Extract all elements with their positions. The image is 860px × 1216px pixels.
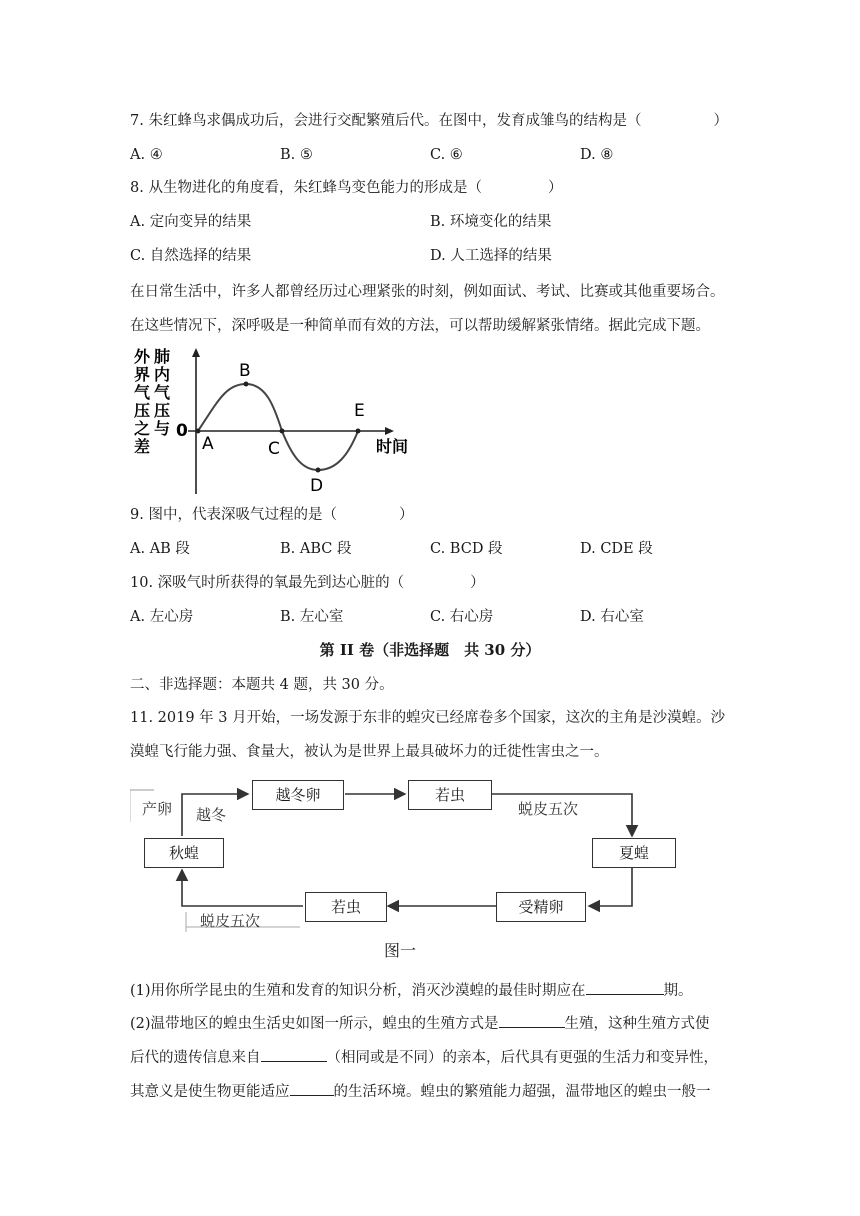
sub-question-2-line-1: [130, 1013, 710, 1034]
part2-intro: 二、非选择题：本题共 4 题，共 30 分。: [130, 677, 394, 693]
question-9-option-b: B. ABC 段: [280, 541, 352, 557]
question-9-option-d: D. CDE 段: [580, 541, 653, 557]
overwinter-label: 越冬: [196, 806, 227, 824]
fertilized-egg-box: 受精卵: [496, 892, 586, 922]
molt-top-label: 蜕皮五次: [518, 800, 579, 818]
lay-eggs-label: 产卵: [142, 800, 173, 818]
point-e-dot: [356, 429, 361, 434]
question-9-close: ）: [398, 507, 414, 523]
question-8: [130, 178, 562, 198]
chart-zero-label: 0: [176, 421, 188, 441]
point-b-dot: [244, 382, 249, 387]
question-9-text: 9. 图中，代表深吸气过程的是（: [130, 507, 337, 523]
context-line-1: 在日常生活中，许多人都曾经历过心理紧张的时刻，例如面试、考试、比赛或其他重要场合。: [130, 284, 725, 300]
point-c-dot: [280, 429, 285, 434]
sub-question-1: [130, 980, 693, 1001]
context-line-2: 在这些情况下，深呼吸是一种简单而有效的方法，可以帮助缓解紧张情绪。据此完成下题。: [130, 318, 710, 334]
autumn-locust-box: 秋蝗: [144, 838, 224, 868]
sub-question-2-pre: (2)温带地区的蝗虫生活史如图一所示，蝗虫的生殖方式是: [130, 1016, 499, 1032]
question-8-text: 8. 从生物进化的角度看，朱红蜂鸟变色能力的形成是（: [130, 180, 482, 196]
question-10-option-d: D. 右心室: [580, 609, 644, 625]
question-8-option-d: D. 人工选择的结果: [430, 248, 552, 264]
section-title: 第 II 卷（非选择题 共 30 分）: [319, 641, 541, 659]
question-7-option-a: A. ④: [130, 147, 163, 163]
sub-question-2-line3-post: 的生活环境。蝗虫的繁殖能力超强，温带地区的蝗虫一般一: [333, 1084, 711, 1100]
point-d-label: D: [310, 476, 324, 496]
sub-question-2-mid: 生殖，这种生殖方式使: [564, 1016, 710, 1032]
question-7-option-b: B. ⑤: [280, 147, 313, 163]
sub-question-2-line-2: [130, 1047, 718, 1068]
chart-ylabel-col-inner: 肺内气压与: [154, 347, 171, 438]
sub-question-2-line2-post: （相同或是不同）的亲本，后代具有更强的生活力和变异性，: [326, 1050, 718, 1066]
question-7-text: 7. 朱红蜂鸟求偶成功后，会进行交配繁殖后代。在图中，发育成雏鸟的结构是（: [130, 113, 642, 129]
question-7-close: ）: [713, 113, 728, 129]
overwinter-egg-box: 越冬卵: [252, 780, 344, 810]
chart-xlabel: 时间: [376, 437, 409, 456]
question-10-text: 10. 深吸气时所获得的氧最先到达心脏的（: [130, 575, 405, 591]
question-11-line-2: 漠蝗飞行能力强、食量大，被认为是世界上最具破坏力的迁徙性害虫之一。: [130, 744, 609, 760]
question-10-close: ）: [470, 575, 485, 591]
sub-question-1-post: 期。: [663, 983, 693, 999]
point-b-label: B: [239, 361, 251, 381]
locust-lifecycle-diagram: [130, 772, 730, 934]
answer-blank-2[interactable]: [499, 1013, 565, 1028]
point-a-dot: [196, 429, 201, 434]
question-11-line-1: 11. 2019 年 3 月开始，一场发源于东非的蝗灾已经席卷多个国家，这次的主角是沙漠蝗。沙: [130, 710, 726, 726]
answer-blank-3[interactable]: [261, 1047, 327, 1062]
question-8-option-b: B. 环境变化的结果: [430, 214, 552, 230]
point-e-label: E: [354, 401, 365, 421]
answer-blank-1[interactable]: [586, 980, 664, 995]
question-8-option-c: C. 自然选择的结果: [130, 248, 252, 264]
sub-question-2-line-3: [130, 1081, 711, 1102]
question-10-option-b: B. 左心室: [280, 609, 344, 625]
question-10-option-c: C. 右心房: [430, 609, 494, 625]
question-9-option-c: C. BCD 段: [430, 541, 503, 557]
nymph-top-box: 若虫: [408, 780, 492, 810]
question-7-option-d: D. ⑧: [580, 147, 614, 163]
question-10: [130, 573, 485, 593]
sub-question-1-pre: (1)用你所学昆虫的生殖和发育的知识分析，消灭沙漠蝗的最佳时期应在: [130, 983, 586, 999]
question-9: [130, 505, 413, 525]
point-a-label: A: [202, 434, 214, 454]
question-7-option-c: C. ⑥: [430, 147, 463, 163]
sub-question-2-line2-pre: 后代的遗传信息来自: [130, 1050, 261, 1066]
sub-question-2-line3-pre: 其意义是使生物更能适应: [130, 1084, 290, 1100]
answer-blank-4[interactable]: [290, 1081, 334, 1096]
point-c-label: C: [268, 439, 280, 459]
question-7: [130, 111, 728, 131]
question-10-option-a: A. 左心房: [130, 609, 194, 625]
figure-caption: 图一: [384, 941, 417, 960]
question-9-option-a: A. AB 段: [130, 541, 190, 557]
breathing-pressure-chart: [126, 346, 426, 496]
chart-ylabel-col-outer: 外界气压之差: [134, 347, 151, 456]
summer-locust-box: 夏蝗: [592, 838, 676, 868]
molt-bottom-label: 蜕皮五次: [200, 912, 261, 930]
point-d-dot: [316, 468, 321, 473]
nymph-bottom-box: 若虫: [305, 892, 387, 922]
question-8-close: ）: [547, 180, 563, 196]
question-8-option-a: A. 定向变异的结果: [130, 214, 252, 230]
